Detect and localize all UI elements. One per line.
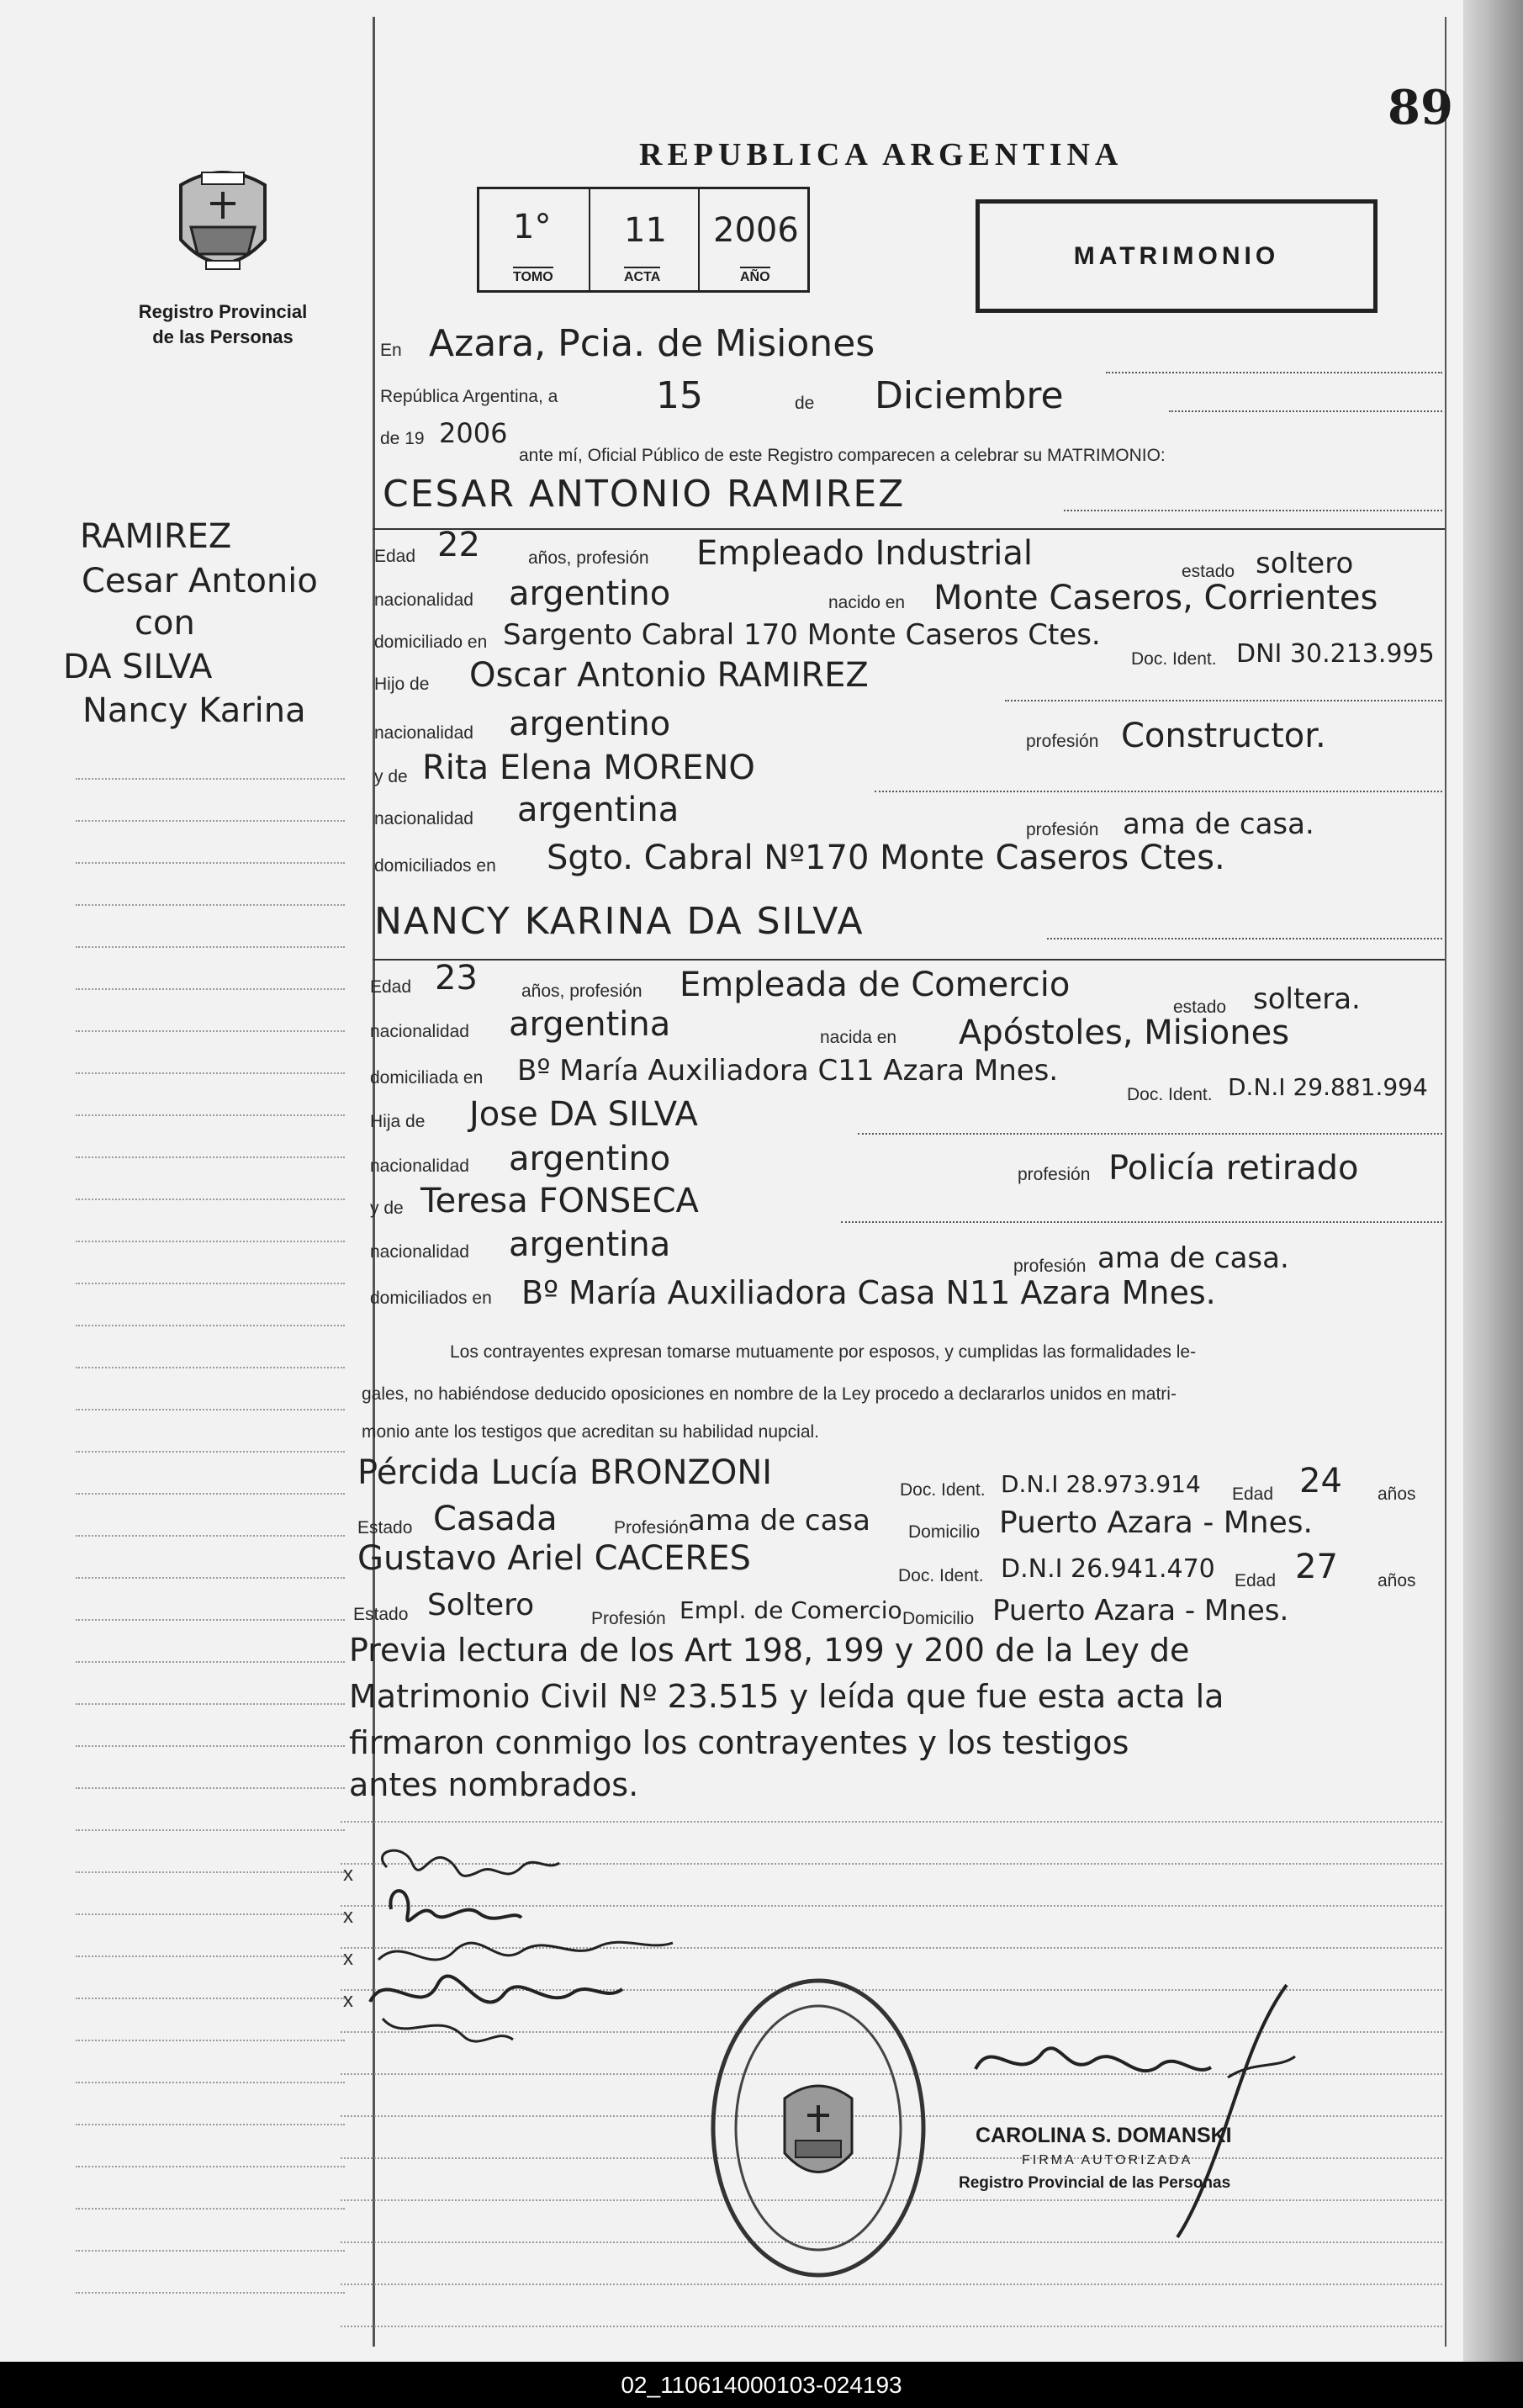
groom-father-nac-label: nacionalidad [374, 723, 473, 743]
bride-name-line [1047, 938, 1442, 939]
groom-parents-dom-label: domiciliados en [374, 856, 496, 876]
groom-edad-value: 22 [437, 526, 480, 564]
bride-estado-label: estado [1173, 998, 1227, 1017]
bride-parents-dom: Bº María Auxiliadora Casa N11 Azara Mnes. [521, 1274, 1216, 1311]
bride-domicile: Bº María Auxiliadora C11 Azara Mnes. [517, 1054, 1059, 1088]
bride-parents-dom-label: domiciliados en [370, 1289, 492, 1308]
official-institution: Registro Provincial de las Personas [959, 2174, 1231, 2192]
year-value: 2006 [439, 417, 508, 449]
bride-yde-label: y de [370, 1199, 404, 1218]
witness2-estado-value: Soltero [427, 1588, 535, 1622]
groom-nac-value: argentino [509, 574, 671, 613]
bride-mother-prof: ama de casa. [1097, 1241, 1289, 1275]
witness2-estado-label: Estado [353, 1605, 409, 1624]
groom-dom-label: domiciliado en [374, 632, 488, 652]
bride-father-line [858, 1133, 1442, 1135]
bride-edad-label: Edad [370, 977, 412, 997]
groom-section-rule [373, 528, 1445, 530]
witness1-anos-label: años [1378, 1484, 1416, 1504]
groom-profession: Empleado Industrial [696, 534, 1034, 573]
bride-mother-nac-label: nacionalidad [370, 1242, 469, 1262]
groom-doc-value: DNI 30.213.995 [1236, 639, 1435, 669]
ano-value: 2006 [713, 211, 799, 250]
groom-estado-value: soltero [1256, 547, 1354, 580]
groom-nac-label: nacionalidad [374, 590, 473, 610]
witness2-dom-value: Puerto Azara - Mnes. [992, 1594, 1289, 1627]
year-prefix: de 19 [380, 429, 425, 448]
groom-yde-label: y de [374, 767, 408, 786]
bride-father-nac-label: nacionalidad [370, 1156, 469, 1176]
bride-nac-label: nacionalidad [370, 1022, 469, 1041]
groom-estado-label: estado [1182, 562, 1235, 581]
groom-doc-label: Doc. Ident. [1131, 649, 1217, 669]
closing-line3: firmaron conmigo los contrayentes y los testigos [349, 1724, 1129, 1761]
witness2-anos-label: años [1378, 1571, 1416, 1590]
signature-mark-3: x [343, 1947, 353, 1970]
registry-name-line2: de las Personas [152, 326, 293, 347]
place-value: Azara, Pcia. de Misiones [429, 322, 875, 365]
groom-edad-label: Edad [374, 547, 416, 566]
margin-note-con: con [135, 604, 195, 643]
groom-mother-nac: argentina [517, 791, 680, 829]
bride-estado-value: soltera. [1253, 982, 1361, 1016]
groom-mother-nac-label: nacionalidad [374, 809, 473, 828]
witness1-name: Pércida Lucía BRONZONI [357, 1453, 773, 1492]
tomo-label: TOMO [513, 267, 553, 285]
bride-father-prof: Policía retirado [1108, 1149, 1359, 1188]
bride-profession: Empleada de Comercio [680, 966, 1071, 1004]
bride-mother-prof-label: profesión [1013, 1257, 1087, 1276]
groom-birthplace: Monte Caseros, Corrientes [933, 579, 1378, 617]
contracting-parties-signatures [353, 1834, 706, 2052]
witness1-dom-value: Puerto Azara - Mnes. [999, 1506, 1313, 1540]
republic-label: República Argentina, a [380, 387, 558, 406]
groom-father-line [1005, 700, 1442, 701]
official-seal [705, 1972, 932, 2284]
margin-note-given2: Nancy Karina [82, 691, 306, 730]
bride-anos-label: años, profesión [521, 982, 643, 1001]
groom-name: CESAR ANTONIO RAMIREZ [383, 473, 906, 516]
witness1-doc-value: D.N.I 28.973.914 [1001, 1470, 1201, 1498]
witness2-dom-label: Domicilio [902, 1609, 975, 1628]
intro-text: ante mí, Oficial Público de este Registro comparecen a celebrar su MATRIMONIO: [519, 446, 1166, 465]
bride-dom-label: domiciliada en [370, 1068, 484, 1088]
acta-label: ACTA [624, 267, 660, 285]
witness1-doc-label: Doc. Ident. [900, 1480, 986, 1500]
groom-nacido-label: nacido en [828, 593, 906, 612]
bride-name: NANCY KARINA DA SILVA [374, 900, 865, 943]
registry-name-line1: Registro Provincial [138, 301, 308, 322]
bride-mother-line [841, 1221, 1442, 1223]
bride-mother: Teresa FONSECA [420, 1182, 699, 1220]
declaration-line1: Los contrayentes expresan tomarse mutuamente por esposos, y cumplidas las formalidades le- [450, 1342, 1197, 1362]
footer-bar [0, 2362, 1523, 2408]
witness1-prof-label: Profesión [614, 1518, 689, 1537]
bride-section-rule [373, 959, 1445, 961]
witness2-doc-label: Doc. Ident. [898, 1566, 984, 1585]
declaration-line2: gales, no habiéndose deducido oposiciones en nombre de la Ley procedo a declararlos unidos en matri- [362, 1384, 1177, 1404]
month-line [1169, 410, 1442, 412]
bride-father: Jose DA SILVA [469, 1095, 698, 1134]
acta-value: 11 [624, 211, 667, 250]
month-value: Diciembre [875, 374, 1064, 417]
ano-label: AÑO [740, 267, 770, 285]
closing-line4: antes nombrados. [349, 1766, 639, 1803]
groom-hijo-label: Hijo de [374, 675, 430, 694]
witness1-estado-value: Casada [433, 1500, 558, 1538]
closing-line1: Previa lectura de los Art 198, 199 y 200 de la Ley de [349, 1632, 1190, 1669]
document-type-box [976, 199, 1378, 313]
en-label: En [380, 341, 402, 360]
groom-father: Oscar Antonio RAMIREZ [469, 656, 869, 695]
bride-edad-value: 23 [435, 959, 478, 998]
official-name: CAROLINA S. DOMANSKI [976, 2124, 1232, 2147]
right-border [1445, 17, 1446, 2347]
signature-mark-2: x [343, 1905, 353, 1928]
groom-mother-prof-label: profesión [1026, 820, 1099, 839]
day-value: 15 [656, 374, 703, 417]
month-de-label: de [795, 394, 815, 413]
country-title: REPUBLICA ARGENTINA [639, 137, 1124, 172]
witness1-dom-label: Domicilio [908, 1522, 981, 1542]
witness1-edad-label: Edad [1232, 1484, 1274, 1504]
groom-parents-dom: Sgto. Cabral Nº170 Monte Caseros Ctes. [547, 839, 1225, 877]
groom-father-prof: Constructor. [1121, 717, 1326, 755]
place-line [1106, 372, 1442, 373]
witness2-edad-value: 27 [1295, 1548, 1338, 1586]
groom-mother-line [875, 791, 1442, 792]
bride-doc-label: Doc. Ident. [1127, 1085, 1213, 1104]
witness1-estado-label: Estado [357, 1518, 413, 1537]
registry-emblem [164, 160, 282, 286]
witness1-edad-value: 24 [1299, 1462, 1342, 1500]
closing-line2: Matrimonio Civil Nº 23.515 y leída que fue esta acta la [349, 1678, 1224, 1715]
witness2-name: Gustavo Ariel CACERES [357, 1539, 751, 1578]
groom-father-prof-label: profesión [1026, 732, 1099, 751]
footer-id: 02_110614000103-024193 [621, 2372, 902, 2398]
adjacent-page-edge [1463, 0, 1523, 2362]
bride-birthplace: Apóstoles, Misiones [959, 1013, 1290, 1052]
bride-mother-nac: argentina [509, 1225, 671, 1264]
bride-nacida-label: nacida en [820, 1028, 897, 1047]
groom-father-nac: argentino [509, 705, 671, 744]
bride-hija-label: Hija de [370, 1112, 426, 1131]
witness2-doc-value: D.N.I 26.941.470 [1001, 1554, 1215, 1584]
declaration-line3: monio ante los testigos que acreditan su habilidad nupcial. [362, 1422, 820, 1442]
groom-mother: Rita Elena MORENO [422, 749, 755, 787]
page-number: 89 [1388, 80, 1453, 135]
bride-doc-value: D.N.I 29.881.994 [1228, 1073, 1428, 1101]
bride-nac-value: argentina [509, 1005, 671, 1044]
witness1-prof-value: ama de casa [688, 1504, 870, 1537]
groom-anos-label: años, profesión [528, 548, 649, 568]
official-signature [925, 1968, 1379, 2246]
margin-note-surname: RAMIREZ [80, 517, 232, 556]
witness2-prof-label: Profesión [591, 1609, 666, 1628]
bride-father-nac: argentino [509, 1140, 671, 1178]
document-type: MATRIMONIO [1073, 241, 1280, 270]
witness2-prof-value: Empl. de Comercio [680, 1596, 902, 1624]
groom-domicile: Sargento Cabral 170 Monte Caseros Ctes. [503, 618, 1101, 652]
signature-mark-4: x [343, 1989, 353, 2012]
groom-mother-prof: ama de casa. [1123, 807, 1314, 841]
groom-name-line [1064, 510, 1442, 511]
bride-father-prof-label: profesión [1018, 1165, 1091, 1184]
witness2-edad-label: Edad [1235, 1571, 1277, 1590]
signature-mark-1: x [343, 1863, 353, 1886]
record-number-box [477, 187, 810, 293]
margin-note-surname2: DA SILVA [63, 648, 213, 686]
margin-note-given: Cesar Antonio [82, 562, 318, 601]
official-role: FIRMA AUTORIZADA [1022, 2153, 1193, 2167]
tomo-value: 1° [513, 208, 552, 246]
